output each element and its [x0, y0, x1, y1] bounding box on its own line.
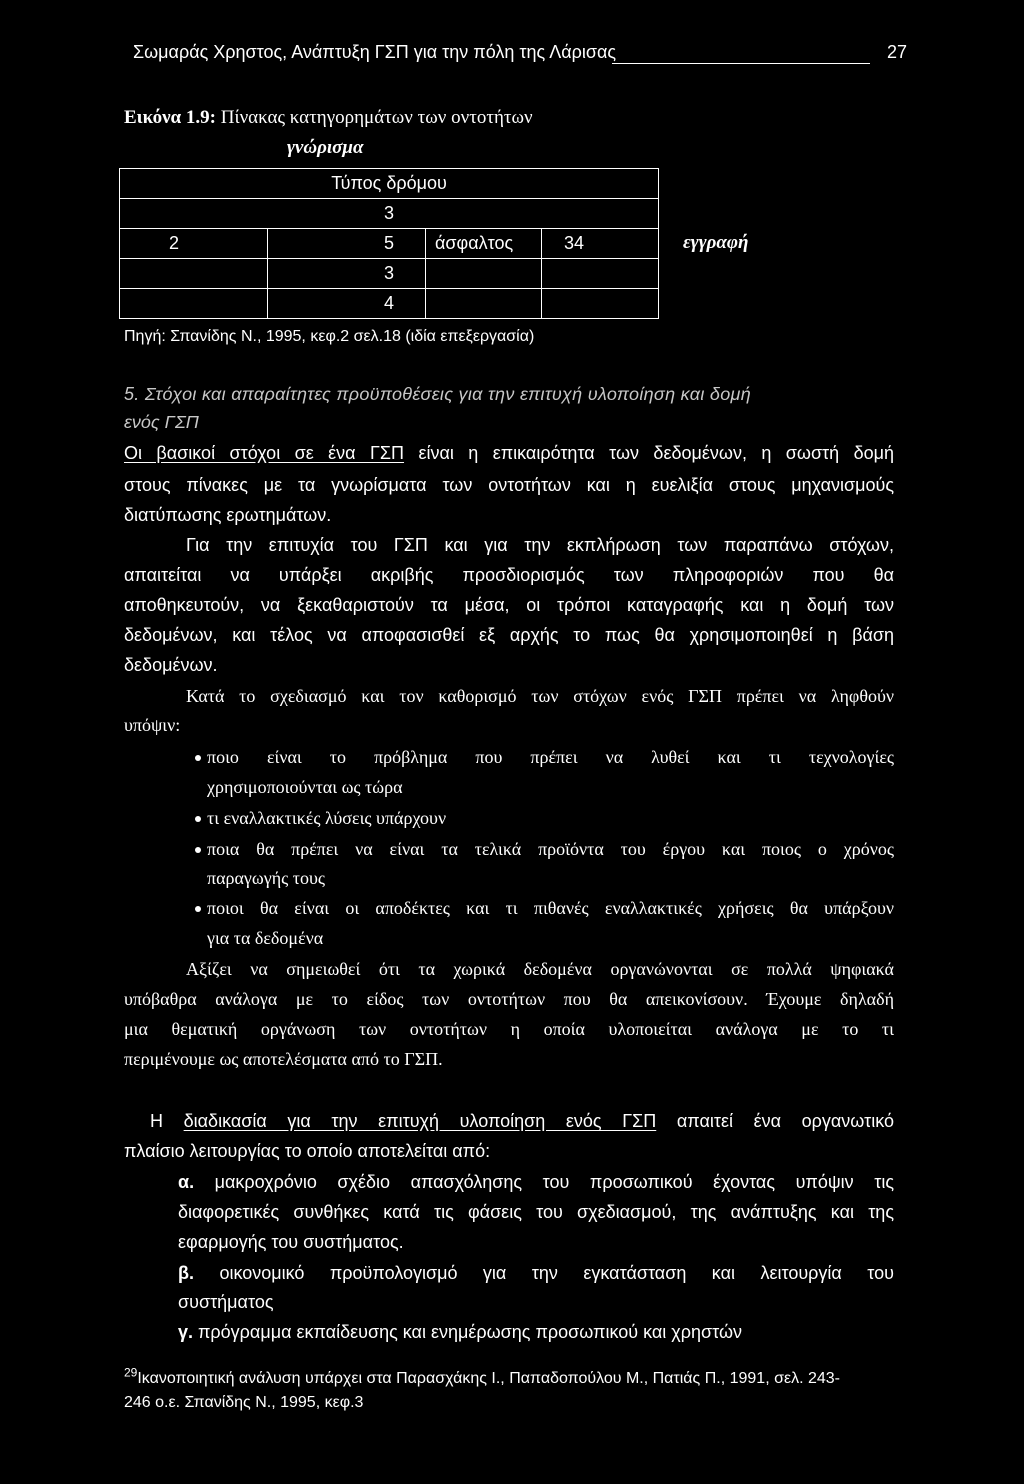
- bullet-item-cont: για τα δεδομένα: [207, 928, 324, 948]
- bullet-dot-icon: [195, 847, 201, 853]
- text-span: Η: [150, 1111, 184, 1131]
- paragraph-line: [124, 441, 894, 465]
- table-cell: 5: [383, 233, 394, 253]
- page-number: 27: [887, 42, 908, 62]
- bullet-item-cont: παραγωγής τους: [207, 868, 326, 888]
- lettered-item-cont: εφαρμογής του συστήματος.: [178, 1232, 404, 1252]
- paragraph-line: υπόβαθρα ανάλογα με το είδος των οντοτήτων που θα απεικονίσουν. Έχουμε δηλαδή: [124, 989, 894, 1009]
- header-rule: [612, 63, 870, 64]
- table-cell: 4: [383, 293, 394, 313]
- table-cell: 2: [169, 233, 180, 253]
- bullet-item: [195, 896, 894, 920]
- figure-caption-label: Εικόνα 1.9:: [124, 107, 216, 128]
- table-hline: [119, 318, 659, 319]
- paragraph-line: περιμένουμε ως αποτελέσματα από το ΓΣΠ.: [124, 1049, 443, 1069]
- table-cell: 3: [383, 203, 394, 223]
- lettered-item-cont: διαφορετικές συνθήκες κατά τις φάσεις του σχεδιασμού, της ανάπτυξης και της: [178, 1202, 894, 1222]
- bullet-item: [195, 837, 894, 861]
- paragraph-line: Κατά το σχεδιασμό και τον καθορισμό των στόχων ενός ΓΣΠ πρέπει να ληφθούν: [186, 686, 894, 706]
- bullet-text: ποιοι θα είναι οι αποδέκτες και τι πιθανές εναλλακτικές χρήσεις θα υπάρξουν: [207, 898, 894, 918]
- figure-caption-text: Πίνακας κατηγορημάτων των οντοτήτων: [220, 107, 533, 128]
- table-cell: 34: [564, 233, 585, 253]
- paragraph-line: διατύπωσης ερωτημάτων.: [124, 505, 332, 525]
- footnote-text: Ικανοποιητική ανάλυση υπάρχει στα Παρασχάκης Ι., Παπαδοπούλου Μ., Πατιάς Π., 1991, σελ. 243-: [137, 1370, 840, 1387]
- text-span: απαιτεί ένα οργανωτικό: [656, 1111, 894, 1131]
- paragraph-line: δεδομένων.: [124, 655, 218, 675]
- bullet-dot-icon: [195, 906, 201, 912]
- bullet-text: τι εναλλακτικές λύσεις υπάρχουν: [207, 808, 447, 828]
- figure-source: Πηγή: Σπανίδης Ν., 1995, κεφ.2 σελ.18 (ιδία επεξεργασία): [124, 328, 535, 345]
- paragraph-line: υπόψιν:: [124, 715, 181, 735]
- table-hline: [119, 198, 659, 199]
- paragraph-line: δεδομένων, και τέλος να αποφασισθεί εξ αρχής το πως θα χρησιμοποιηθεί η βάση: [124, 625, 894, 645]
- lettered-item: [178, 1320, 742, 1344]
- paragraph-line: πλαίσιο λειτουργίας το οποίο αποτελείται από:: [124, 1141, 491, 1161]
- footnote: [124, 1365, 840, 1390]
- table-hline: [119, 228, 659, 229]
- paragraph-line: αποθηκευτούν, να ξεκαθαριστούν τα μέσα, οι τρόποι καταγραφής και η δομή των: [124, 595, 894, 615]
- bullet-dot-icon: [195, 816, 201, 822]
- underlined-phrase: Οι βασικοί στόχοι σε ένα ΓΣΠ: [124, 443, 405, 463]
- table-title: γνώρισμα: [287, 137, 364, 158]
- side-label-record: εγγραφή: [683, 232, 749, 253]
- item-marker: β.: [178, 1263, 194, 1283]
- figure-table: [119, 168, 659, 318]
- bullet-dot-icon: [195, 755, 201, 761]
- underlined-phrase: διαδικασία για την επιτυχή υλοποίηση ενός ΓΣΠ: [183, 1111, 657, 1131]
- lettered-item-cont: συστήματος: [178, 1292, 274, 1312]
- bullet-text: ποιο είναι το πρόβλημα που πρέπει να λυθεί και τι τεχνολογίες: [207, 747, 894, 767]
- bullet-text: ποια θα πρέπει να είναι τα τελικά προϊόντα του έργου και ποιος ο χρόνος: [207, 839, 894, 859]
- table-cell: άσφαλτος: [435, 233, 514, 253]
- section-heading: 5. Στόχοι και απαραίτητες προϋποθέσεις για την επιτυχή υλοποίηση και δομή: [124, 384, 751, 404]
- item-marker: α.: [178, 1172, 195, 1192]
- item-text: πρόγραμμα εκπαίδευσης και ενημέρωσης προσωπικού και χρηστών: [193, 1322, 742, 1342]
- item-marker: γ.: [178, 1322, 194, 1342]
- paragraph-line: Για την επιτυχία του ΓΣΠ και για την εκπλήρωση των παραπάνω στόχων,: [186, 535, 894, 555]
- footnote-cont: 246 ο.ε. Σπανίδης Ν., 1995, κεφ.3: [124, 1394, 364, 1411]
- paragraph-line: στους πίνακες με τα γνωρίσματα των οντοτήτων και η ευελιξία στους μηχανισμούς: [124, 475, 894, 495]
- bullet-item: [195, 806, 446, 830]
- item-text: μακροχρόνιο σχέδιο απασχόλησης του προσωπικού έχοντας υπόψιν τις: [194, 1172, 894, 1192]
- paragraph-line: [150, 1109, 894, 1133]
- text-span: είναι η επικαιρότητα των δεδομένων, η σωστή δομή: [404, 443, 894, 463]
- running-title: Σωμαράς Χρηστος, Ανάπτυξη ΓΣΠ για την πόλη της Λάρισας: [133, 42, 617, 62]
- table-hline: [119, 258, 659, 259]
- bullet-item-cont: χρησιμοποιούνται ως τώρα: [207, 777, 403, 797]
- table-cell: 3: [383, 263, 394, 283]
- footnote-number: 29: [124, 1365, 138, 1380]
- bullet-item: [195, 745, 894, 769]
- paragraph-line: Αξίζει να σημειωθεί ότι τα χωρικά δεδομένα οργανώνονται σε πολλά ψηφιακά: [186, 959, 894, 979]
- section-heading-cont: ενός ΓΣΠ: [124, 412, 199, 432]
- paragraph-line: μια θεματική οργάνωση των οντοτήτων η οποία υλοποιείται ανάλογα με το τι: [124, 1019, 894, 1039]
- figure-caption: [124, 106, 533, 130]
- paragraph-line: απαιτείται να υπάρξει ακριβής προσδιορισμός των πληροφοριών που θα: [124, 565, 894, 585]
- lettered-item: [178, 1261, 894, 1285]
- table-hline: [119, 288, 659, 289]
- table-hline: [119, 168, 659, 169]
- lettered-item: [178, 1170, 894, 1194]
- item-text: οικονομικό προϋπολογισμό για την εγκατάσταση και λειτουργία του: [194, 1263, 894, 1283]
- table-cell-header: Τύπος δρόμου: [331, 173, 447, 193]
